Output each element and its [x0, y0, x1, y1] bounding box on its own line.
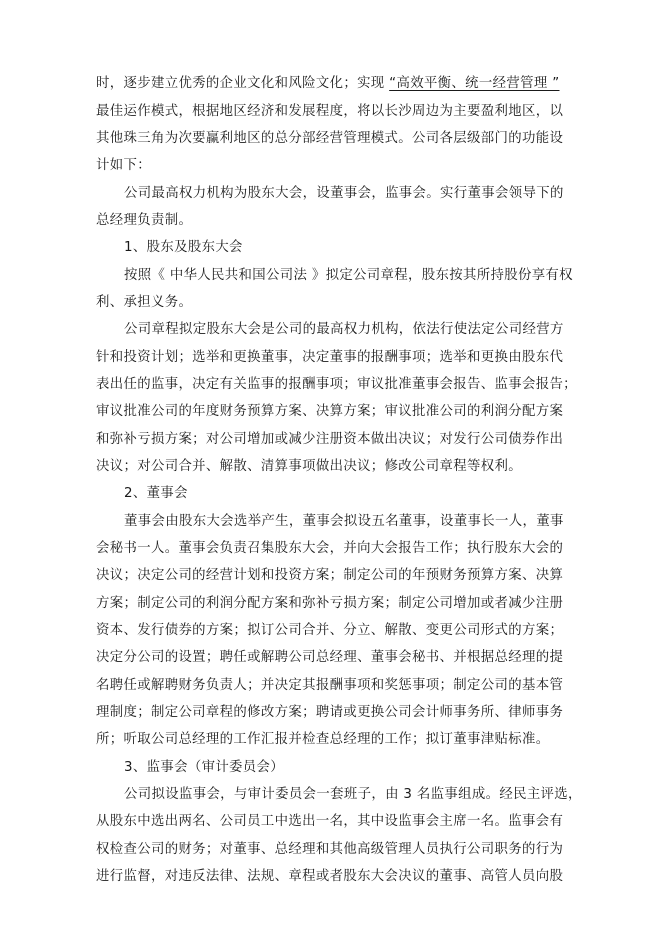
text-line: 名聘任或解聘财务负责人；并决定其报酬事项和奖惩事项；制定公司的基本管 — [96, 678, 564, 693]
text-line: 进行监督，对违反法律、法规、章程或者股东大会决议的董事、高管人员向股 — [96, 869, 564, 884]
text-line: 资本、发行债券的方案；拟订公司合并、分立、解散、变更公司形式的方案； — [96, 623, 564, 638]
text-line: 董事会由股东大会选举产生，董事会拟设五名董事，设董事长一人，董事 — [124, 514, 564, 529]
text-line: 针和投资计划；选举和更换董事，决定董事的报酬事项；选举和更换由股东代 — [96, 350, 564, 365]
text-line: 审议批准公司的年度财务预算方案、决算方案；审议批准公司的利润分配方案 — [96, 404, 564, 419]
text-line: 决定分公司的设置；聘任或解聘公司总经理、董事会秘书、并根据总经理的提 — [96, 650, 564, 665]
text-line: 从股东中选出两名、公司员工中选出一名，其中设监事会主席一名。监事会有 — [96, 814, 564, 829]
section-heading: 1、股东及股东大会 — [124, 240, 243, 255]
text-line: 所；听取公司总经理的工作汇报并检查总经理的工作；拟订董事津贴标准。 — [96, 732, 550, 747]
section-heading: 2、董事会 — [124, 486, 188, 501]
text-line: 最佳运作模式，根据地区经济和发展程度，将以长沙周边为主要盈利地区，以 — [96, 104, 564, 119]
text-line: 权检查公司的财务；对董事、总经理和其他高级管理人员执行公司职务的行为 — [96, 842, 564, 857]
text-line: 公司最高权力机构为股东大会，设董事会，监事会。实行董事会领导下的 — [124, 186, 564, 201]
text-line: 公司拟设监事会，与审计委员会一套班子，由 3 名监事组成。经民主评选， — [124, 787, 582, 802]
text-line: 决议；决定公司的经营计划和投资方案；制定公司的年预财务预算方案、决算 — [96, 568, 564, 583]
text-line: 公司章程拟定股东大会是公司的最高权力机构，依法行使法定公司经营方 — [124, 322, 564, 337]
text-line: 会秘书一人。董事会负责召集股东大会，并向大会报告工作；执行股东大会的 — [96, 541, 564, 556]
section-heading: 3、监事会（审计委员会） — [124, 760, 285, 775]
text-line: 按照《 中华人民共和国公司法 》拟定公司章程，股东按其所持股份享有权 — [124, 268, 573, 283]
text-line: 其他珠三角为次要赢利地区的总分部经营管理模式。公司各层级部门的功能设 — [96, 131, 564, 146]
text-line: 表出任的监事，决定有关监事的报酬事项；审议批准董事会报告、监事会报告； — [96, 377, 577, 392]
underlined-phrase: “高效平衡、统一经营管理 ” — [389, 76, 560, 91]
text-line: 总经理负责制。 — [96, 213, 193, 228]
text-line: 方案；制定公司的利润分配方案和弥补亏损方案；制定公司增加或者减少注册 — [96, 596, 564, 611]
text-line: 决议；对公司合并、解散、清算事项做出决议；修改公司章程等权利。 — [96, 459, 522, 474]
text-line: 和弥补亏损方案；对公司增加或减少注册资本做出决议；对发行公司债券作出 — [96, 432, 564, 447]
text-line: 理制度；制定公司章程的修改方案；聘请或更换公司会计师事务所、律师事务 — [96, 705, 564, 720]
text-line: 时，逐步建立优秀的企业文化和风险文化；实现 “高效平衡、统一经营管理 ” — [96, 76, 560, 91]
text-line: 计如下： — [96, 158, 151, 173]
text-line: 利、承担义务。 — [96, 295, 193, 310]
